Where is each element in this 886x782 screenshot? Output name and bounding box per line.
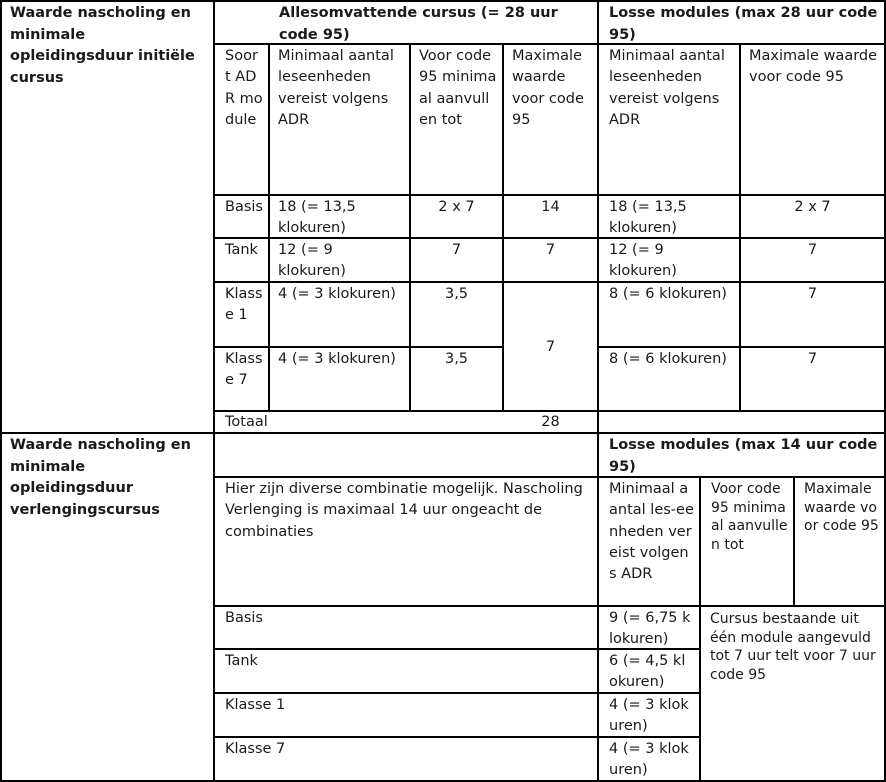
table-row-tank-losse-max: 7 — [807, 242, 818, 258]
section2-note: Hier zijn diverse combinatie mogelijk. Nascholing Verlenging is maximaal 14 uur ongeacht de combinaties — [225, 481, 583, 540]
col-header-max-waarde: Maximale waarde voor code 95 — [512, 48, 584, 128]
table-row-tank-module: Tank — [225, 242, 258, 258]
table-row-klasse7-aanvullen: 3,5 — [444, 351, 469, 367]
col-header-losse-max: Maximale waarde voor code 95 — [749, 48, 878, 86]
section2-row-klasse1-min: 4 (= 3 klokuren) — [609, 697, 689, 735]
table-row-klasse1-aanvullen: 3,5 — [444, 286, 469, 302]
section2-row-klasse7-min: 4 (= 3 klokuren) — [609, 741, 689, 779]
totaal-value: 28 — [541, 414, 560, 430]
table-row-basis-losse-max: 2 x 7 — [794, 199, 831, 215]
table-row-klasse1-module: Klasse 1 — [225, 286, 263, 324]
table-row-tank-aanvullen: 7 — [451, 242, 462, 258]
section2-header-losse: Losse modules (max 14 uur code 95) — [609, 437, 878, 475]
table-row-basis-module: Basis — [225, 199, 263, 215]
col-header-soort: Soort ADR module — [225, 48, 263, 128]
section2-cursus-note: Cursus bestaande uit één module aangevuld tot 7 uur telt voor 7 uur code 95 — [710, 611, 876, 683]
section2-row-tank-module: Tank — [225, 653, 258, 669]
table-row-klasse7-losse-max: 7 — [807, 351, 818, 367]
section2-col-min: Minimaal aantal les-eenheden vereist volgens ADR — [609, 481, 694, 583]
table-row-basis-aanvullen: 2 x 7 — [438, 199, 475, 215]
table-row-basis-allesomvattend: 18 (= 13,5 klokuren) — [278, 199, 356, 237]
header-losse-modules: Losse modules (max 28 uur code 95) — [609, 5, 878, 43]
section2-row-klasse7-module: Klasse 7 — [225, 741, 286, 757]
header-allesomvattend: Allesomvattende cursus (= 28 uur code 95) — [279, 5, 558, 43]
table-row-klasse1-allesomvattend: 4 (= 3 klokuren) — [278, 286, 396, 302]
section2-title: Waarde nascholing en minimale opleidingsduur verlengingscursus — [10, 437, 191, 518]
table-row-klasse1-losse-max: 7 — [807, 286, 818, 302]
section2-col-max: Maximale waarde voor code 95 — [804, 481, 879, 534]
col-header-losse-min: Minimaal aantal leseenheden vereist volgens ADR — [609, 48, 725, 128]
table-row-tank-losse: 12 (= 9 klokuren) — [609, 242, 677, 280]
col-header-voor-code95: Voor code 95 minimaal aanvullen tot — [419, 48, 497, 128]
table-row-klasse7-allesomvattend: 4 (= 3 klokuren) — [278, 351, 396, 367]
table-row-tank-allesomvattend: 12 (= 9 klokuren) — [278, 242, 346, 280]
table-row-basis-losse: 18 (= 13,5 klokuren) — [609, 199, 687, 237]
table-row-basis-max: 14 — [541, 199, 560, 215]
table-row-klasse7-module: Klasse 7 — [225, 351, 263, 389]
table-row-klasse-max-merged: 7 — [545, 339, 556, 355]
section2-row-tank-min: 6 (= 4,5 klokuren) — [609, 653, 686, 691]
section1-title: Waarde nascholing en minimale opleidingsduur initiële cursus — [10, 5, 195, 86]
section2-col-voor: Voor code 95 minimaal aanvullen tot — [711, 481, 788, 553]
table-row-tank-max: 7 — [545, 242, 556, 258]
table-row-klasse7-losse: 8 (= 6 klokuren) — [609, 351, 727, 367]
totaal-label: Totaal — [225, 414, 268, 430]
section2-row-basis-min: 9 (= 6,75 klokuren) — [609, 610, 691, 648]
section2-row-klasse1-module: Klasse 1 — [225, 697, 286, 713]
table-row-klasse1-losse: 8 (= 6 klokuren) — [609, 286, 727, 302]
section2-row-basis-module: Basis — [225, 610, 263, 626]
col-header-min-lesuren: Minimaal aantal leseenheden vereist volgens ADR — [278, 48, 394, 128]
